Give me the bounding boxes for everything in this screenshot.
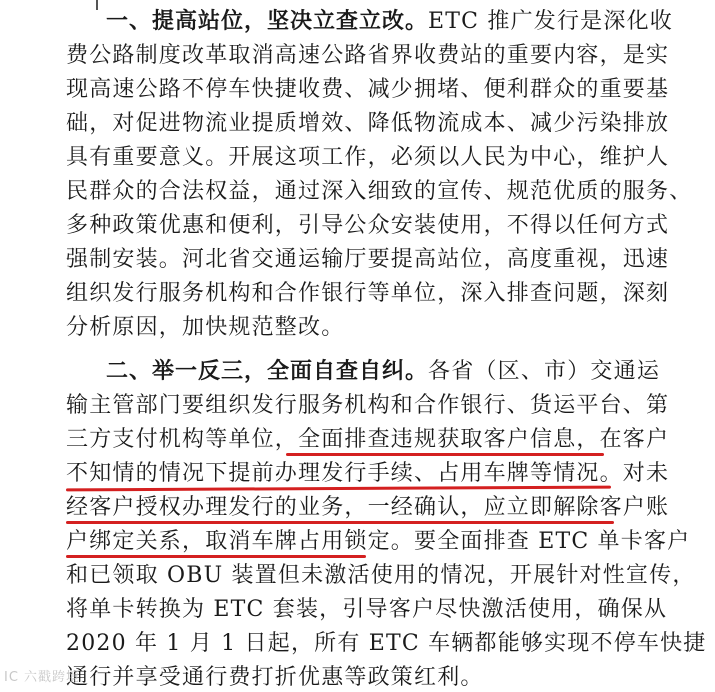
body-line: 三方支付机构等单位，全面排查违规获取客户信息，在客户	[66, 427, 670, 452]
body-line: 将单卡转换为 ETC 套装，引导客户尽快激活使用，确保从	[66, 597, 668, 622]
body-line: 2020 年 1 月 1 日起，所有 ETC 车辆都能够实现不停车快捷	[66, 631, 707, 656]
margin-mark	[96, 0, 98, 10]
body-line: 民群众的合法权益，通过深入细致的宣传、规范优质的服务、	[66, 179, 693, 204]
highlight-underline	[66, 521, 614, 524]
body-line: 输主管部门要组织发行服务机构和合作银行、货运平台、第	[66, 393, 670, 418]
body-line: 具有重要意义。开展这项工作，必须以人民为中心，维护人	[66, 145, 670, 170]
body-line: 经客户授权办理发行的业务，一经确认，应立即解除客户账	[66, 495, 670, 520]
body-line: 和已领取 OBU 装置但未激活使用的情况，开展针对性宣传，	[66, 563, 696, 588]
section-1-first-line	[106, 8, 673, 36]
body-line: 费公路制度改革取消高速公路省界收费站的重要内容，是实	[66, 43, 670, 68]
watermark: IC 六戳跨境	[4, 670, 81, 685]
body-line: 不知情的情况下提前办理发行手续、占用车牌等情况。对未	[66, 461, 670, 486]
section-1-text: ETC 推广发行是深化收	[428, 9, 673, 34]
body-line: 组织发行服务机构和合作银行等单位，深入排查问题，深刻	[66, 281, 670, 306]
body-line: 分析原因，加快规范整改。	[66, 315, 345, 340]
section-2-text: 各省（区、市）交通运	[428, 359, 661, 384]
section-2-heading: 二、举一反三，全面自查自纠。	[106, 359, 429, 384]
section-2-first-line	[106, 358, 660, 386]
section-1-heading: 一、提高站位，坚决立查立改。	[106, 9, 429, 34]
body-line: 通行并享受通行费打折优惠等政策红利。	[66, 665, 484, 690]
highlight-underline	[66, 555, 366, 558]
body-line: 强制安装。河北省交通运输厅要提高站位，高度重视，迅速	[66, 247, 670, 272]
body-line: 户绑定关系，取消车牌占用锁定。要全面排查 ETC 单卡客户	[66, 529, 691, 554]
body-line: 现高速公路不停车快捷收费、减少拥堵、便利群众的重要基	[66, 77, 670, 102]
body-line: 础，对促进物流业提质增效、降低物流成本、减少污染排放	[66, 111, 670, 136]
body-line: 多种政策优惠和便利，引导公众安装使用，不得以任何方式	[66, 213, 670, 238]
highlight-underline	[286, 453, 604, 456]
